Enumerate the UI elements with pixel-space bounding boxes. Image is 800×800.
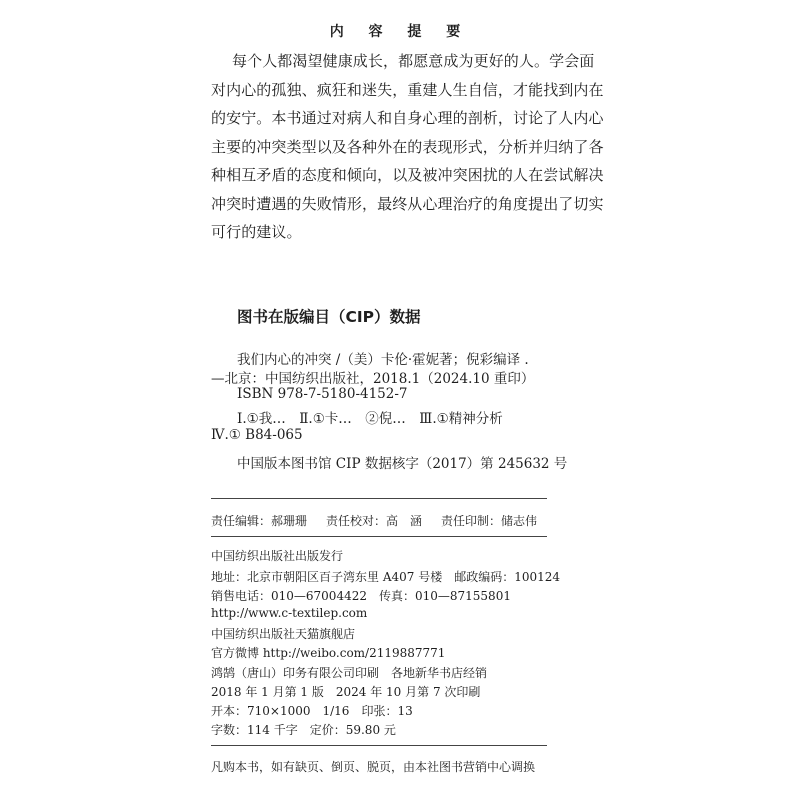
divider [211,745,547,746]
publisher-line: 销售电话：010—67004422 传真：010—87155801 [211,589,511,603]
summary-paragraph-line: 冲突时遭遇的失败情形，最终从心理治疗的角度提出了切实 [211,195,604,213]
cip-isbn: ISBN 978-7-5180-4152-7 [237,386,408,402]
publisher-line: http://www.c-textilep.com [211,606,368,620]
publisher-line: 鸿鹄（唐山）印务有限公司印刷 各地新华书店经销 [211,666,488,680]
summary-paragraph-line: 每个人都渴望健康成长，都愿意成为更好的人。学会面 [232,52,595,70]
cip-entry-line: —北京：中国纺织出版社，2018.1（2024.10 重印） [211,371,535,387]
publisher-line: 中国纺织出版社出版发行 [211,549,344,563]
summary-paragraph-line: 对内心的孤独、疯狂和迷失，重建人生自信，才能找到内在 [211,81,604,99]
summary-paragraph-line: 的安宁。本书通过对病人和自身心理的剖析，讨论了人内心 [211,109,604,127]
cip-entry-line: 我们内心的冲突 /（美）卡伦·霍妮著；倪彩编译 . [237,352,529,368]
credit-editor: 责任编辑：郝珊珊 [211,514,308,528]
publisher-line: 开本：710×1000 1/16 印张：13 [211,704,413,718]
publisher-line: 字数：114 千字 定价：59.80 元 [211,723,396,737]
cip-classification: Ⅰ.①我… Ⅱ.①卡… ②倪… Ⅲ.①精神分析 [237,411,503,427]
publisher-line: 地址：北京市朝阳区百子湾东里 A407 号楼 邮政编码：100124 [211,570,561,584]
credit-printing: 责任印制：储志伟 [441,514,538,528]
cip-library-record: 中国版本图书馆 CIP 数据核字（2017）第 245632 号 [237,456,568,472]
credit-proofreader: 责任校对：高 涵 [326,514,423,528]
publisher-line: 官方微博 http://weibo.com/2119887771 [211,646,446,660]
summary-title: 内 容 提 要 [329,24,471,40]
cip-title: 图书在版编目（CIP）数据 [237,308,421,326]
cip-classification: Ⅳ.① B84-065 [211,427,303,443]
summary-paragraph-line: 主要的冲突类型以及各种外在的表现形式，分析并归纳了各 [211,138,604,156]
summary-paragraph-line: 种相互矛盾的态度和倾向，以及被冲突困扰的人在尝试解决 [211,166,604,184]
divider [211,498,547,499]
publisher-line: 2018 年 1 月第 1 版 2024 年 10 月第 7 次印刷 [211,685,481,699]
divider [211,536,547,537]
summary-paragraph-line: 可行的建议。 [211,223,302,241]
footer-note: 凡购本书，如有缺页、倒页、脱页，由本社图书营销中心调换 [211,760,536,774]
publisher-line: 中国纺织出版社天猫旗舰店 [211,627,356,641]
